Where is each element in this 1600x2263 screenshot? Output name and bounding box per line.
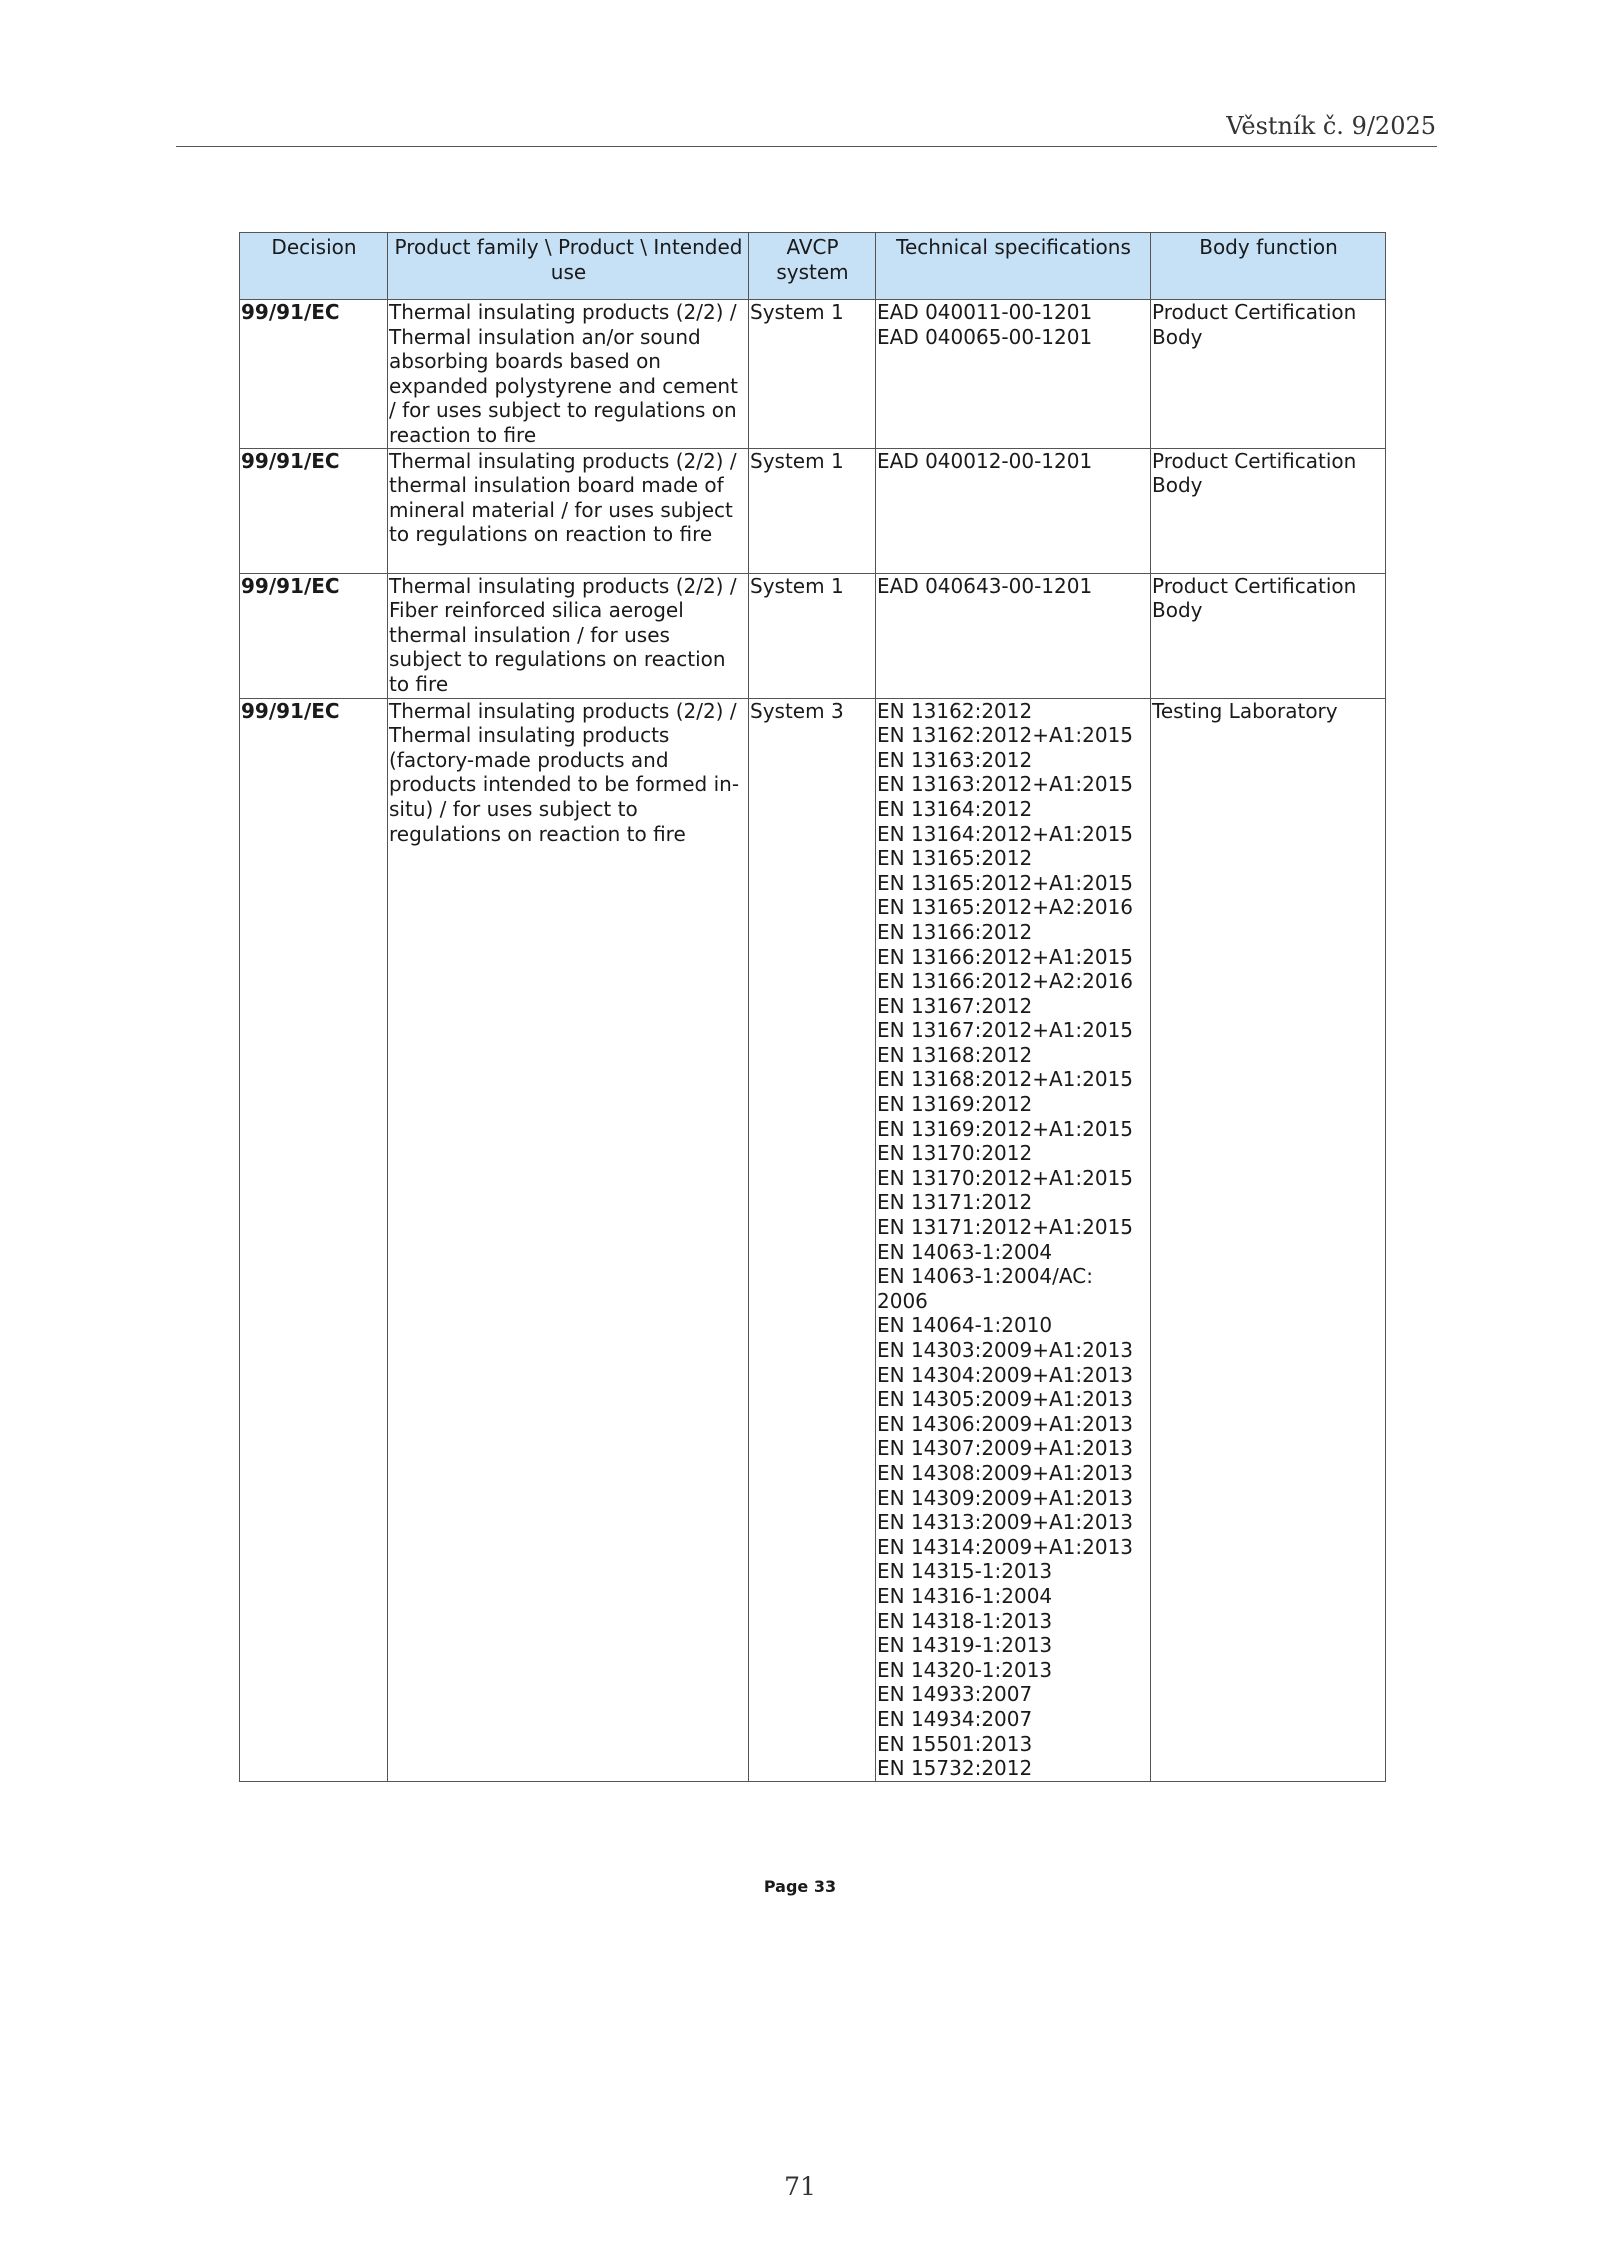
specification-line: EN 14319-1:2013	[877, 1633, 1053, 1658]
body-function-cell: Product Certification Body	[1151, 300, 1386, 449]
column-header-decision: Decision	[240, 233, 388, 300]
column-header-product: Product family \ Product \ Intended use	[388, 233, 749, 300]
specification-line: EN 14306:2009+A1:2013	[877, 1411, 1134, 1436]
specification-line: EN 14318-1:2013	[877, 1608, 1053, 1633]
avcp-cell: System 3	[749, 698, 876, 1781]
specification-line: EN 13168:2012+A1:2015	[877, 1067, 1134, 1092]
specification-line: EN 14304:2009+A1:2013	[877, 1362, 1134, 1387]
specification-line: EN 13166:2012	[877, 919, 1033, 944]
specification-line: EN 13169:2012	[877, 1092, 1033, 1117]
column-header-body-function: Body function	[1151, 233, 1386, 300]
avcp-cell: System 1	[749, 448, 876, 573]
product-cell: Thermal insulating products (2/2) / Thermal insulating products (factory-made products and products intended to be formed in-situ) / for uses subject to regulations on reaction to fire	[388, 698, 749, 1781]
specification-line: EN 14303:2009+A1:2013	[877, 1338, 1134, 1362]
table-row	[240, 573, 1386, 698]
specification-line: EN 14063-1:2004	[877, 1239, 1053, 1264]
specification-line: EN 14315-1:2013	[877, 1559, 1053, 1584]
specification-line: EN 13165:2012+A1:2015	[877, 870, 1134, 895]
specifications-cell	[876, 448, 1151, 573]
specification-line: EN 13162:2012	[877, 698, 1033, 723]
table-row	[240, 698, 1386, 1781]
specification-line: EN 15732:2012	[877, 1756, 1033, 1781]
specification-line: EN 13169:2012+A1:2015	[877, 1116, 1134, 1141]
table-row	[240, 448, 1386, 573]
specification-line: EN 13168:2012	[877, 1042, 1033, 1067]
specification-line: EN 13171:2012+A1:2015	[877, 1215, 1134, 1240]
decision-cell: 99/91/EC	[240, 573, 388, 698]
certification-table	[239, 232, 1386, 1782]
specification-line: EN 14063-1:2004/AC:	[877, 1264, 1093, 1289]
specification-line: 2006	[877, 1288, 928, 1313]
specification-line: EN 13163:2012+A1:2015	[877, 772, 1134, 797]
specification-line: EAD 040065-00-1201	[877, 324, 1093, 349]
specification-line: EN 14314:2009+A1:2013	[877, 1534, 1134, 1559]
product-cell: Thermal insulating products (2/2) / Thermal insulation an/or sound absorbing boards based on expanded polystyrene and cement / for uses subject to regulations on reaction to fire	[388, 300, 749, 449]
specification-line: EN 13170:2012+A1:2015	[877, 1165, 1134, 1190]
specification-line: EN 13165:2012+A2:2016	[877, 895, 1134, 920]
specification-line: EN 14307:2009+A1:2013	[877, 1436, 1134, 1461]
specification-line: EN 13166:2012+A2:2016	[877, 969, 1134, 994]
specification-line: EN 14309:2009+A1:2013	[877, 1485, 1134, 1510]
avcp-cell: System 1	[749, 573, 876, 698]
specification-line: EN 13170:2012	[877, 1141, 1033, 1166]
running-head: Věstník č. 9/2025	[1226, 112, 1436, 140]
body-function-cell: Testing Laboratory	[1151, 698, 1386, 1781]
specification-line: EN 13163:2012	[877, 747, 1033, 772]
specification-line: EN 13167:2012+A1:2015	[877, 1018, 1134, 1043]
decision-cell: 99/91/EC	[240, 448, 388, 573]
column-header-avcp: AVCP system	[749, 233, 876, 300]
specification-line: EN 13167:2012	[877, 993, 1033, 1018]
specification-line: EN 14064-1:2010	[877, 1313, 1053, 1338]
specifications-cell	[876, 698, 1151, 1781]
specification-line: EAD 040011-00-1201	[877, 300, 1093, 324]
specifications-cell	[876, 573, 1151, 698]
specification-line: EN 13165:2012	[877, 846, 1033, 871]
specification-line: EN 14316-1:2004	[877, 1583, 1053, 1608]
specification-line: EN 14308:2009+A1:2013	[877, 1460, 1134, 1485]
specification-line: EN 14305:2009+A1:2013	[877, 1387, 1134, 1412]
table-header-row	[240, 233, 1386, 300]
specification-line: EAD 040012-00-1201	[877, 448, 1093, 473]
specification-line: EN 15501:2013	[877, 1731, 1033, 1756]
header-rule	[176, 146, 1437, 147]
specifications-cell	[876, 300, 1151, 449]
specification-line: EN 14320-1:2013	[877, 1657, 1053, 1682]
page-label: Page 33	[763, 1877, 837, 1896]
specification-line: EN 14933:2007	[877, 1682, 1033, 1707]
column-header-specifications: Technical specifications	[876, 233, 1151, 300]
specification-line: EN 14934:2007	[877, 1706, 1033, 1731]
specification-line: EN 13164:2012	[877, 796, 1033, 821]
specification-line: EN 14313:2009+A1:2013	[877, 1510, 1134, 1535]
specification-line: EN 13166:2012+A1:2015	[877, 944, 1134, 969]
avcp-cell: System 1	[749, 300, 876, 449]
product-cell: Thermal insulating products (2/2) / Fiber reinforced silica aerogel thermal insulation / for uses subject to regulations on reaction to fire	[388, 573, 749, 698]
table-row	[240, 300, 1386, 449]
decision-cell: 99/91/EC	[240, 698, 388, 1781]
body-function-cell: Product Certification Body	[1151, 448, 1386, 573]
specification-line: EN 13171:2012	[877, 1190, 1033, 1215]
specification-line: EAD 040643-00-1201	[877, 573, 1093, 598]
page-number: 71	[784, 2172, 816, 2201]
product-cell: Thermal insulating products (2/2) / thermal insulation board made of mineral material / for uses subject to regulations on reaction to fire	[388, 448, 749, 573]
decision-cell: 99/91/EC	[240, 300, 388, 449]
body-function-cell: Product Certification Body	[1151, 573, 1386, 698]
specification-line: EN 13162:2012+A1:2015	[877, 723, 1134, 748]
specification-line: EN 13164:2012+A1:2015	[877, 821, 1134, 846]
